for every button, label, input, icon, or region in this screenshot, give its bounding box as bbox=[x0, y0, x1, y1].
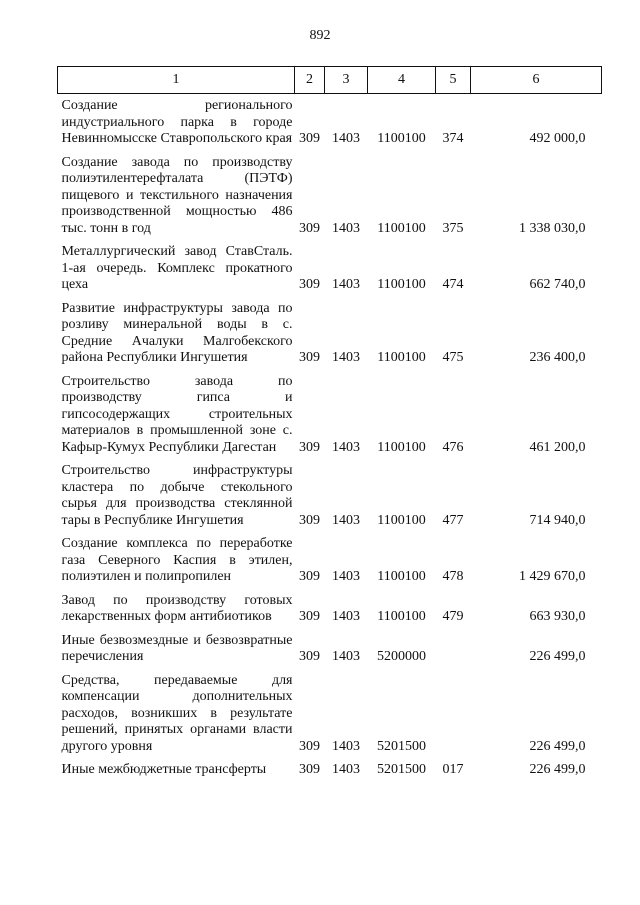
row-description: Завод по производству готовых лекарственных форм антибиотиков bbox=[61, 592, 293, 624]
row-code-3: 1403 bbox=[332, 512, 360, 528]
row-code-4: 5201500 bbox=[377, 738, 426, 754]
row-code-5: 375 bbox=[442, 220, 464, 236]
row-code-4: 1100100 bbox=[377, 277, 426, 292]
column-header: 4 bbox=[368, 67, 436, 94]
row-code-3: 1403 bbox=[332, 762, 360, 777]
table-row bbox=[58, 374, 602, 464]
row-code-4: 1100100 bbox=[377, 569, 426, 584]
row-code-2: 309 bbox=[299, 762, 320, 777]
row-code-3: 1403 bbox=[332, 609, 360, 624]
row-amount: 226 499,0 bbox=[529, 762, 586, 777]
row-code-5 bbox=[436, 633, 471, 673]
row-code-3: 1403 bbox=[332, 569, 360, 584]
row-description: Создание регионального индустриального парка в городе Невинномысске Ставропольского края bbox=[61, 98, 293, 146]
row-amount: 1 338 030,0 bbox=[519, 220, 586, 236]
table-row bbox=[58, 301, 602, 374]
row-code-2: 309 bbox=[299, 512, 320, 528]
row-code-4: 1100100 bbox=[377, 439, 426, 455]
row-code-4: 1100100 bbox=[377, 609, 426, 624]
row-description: Строительство инфраструктуры кластера по добыче стекольного сырья для производства стеклянной тары в Республике Ингушетия bbox=[61, 463, 293, 528]
row-code-5: 475 bbox=[442, 350, 464, 365]
table-row bbox=[58, 762, 602, 786]
row-amount: 663 930,0 bbox=[529, 609, 586, 624]
column-header: 5 bbox=[436, 67, 471, 94]
row-code-3: 1403 bbox=[332, 649, 360, 664]
row-description: Развитие инфраструктуры завода по розливу минеральной воды в с. Средние Ачалуки Малгобекского района Республики Ингушетия bbox=[61, 300, 293, 365]
column-header: 2 bbox=[295, 67, 325, 94]
row-description: Иные межбюджетные трансферты bbox=[61, 762, 267, 777]
row-amount: 226 499,0 bbox=[529, 649, 586, 664]
row-code-2: 309 bbox=[299, 738, 320, 754]
row-code-3: 1403 bbox=[332, 738, 360, 754]
row-amount: 1 429 670,0 bbox=[519, 569, 586, 584]
row-code-5: 017 bbox=[442, 762, 464, 777]
row-code-5: 477 bbox=[442, 512, 464, 528]
row-code-2: 309 bbox=[299, 220, 320, 236]
table-header-row bbox=[58, 67, 602, 94]
row-code-5: 374 bbox=[442, 131, 464, 146]
column-header: 1 bbox=[58, 67, 295, 94]
row-code-2: 309 bbox=[299, 649, 320, 664]
row-code-4: 1100100 bbox=[377, 350, 426, 365]
table-row bbox=[58, 244, 602, 301]
row-amount: 492 000,0 bbox=[529, 131, 586, 146]
row-code-3: 1403 bbox=[332, 350, 360, 365]
row-code-5: 476 bbox=[442, 439, 464, 455]
row-code-3: 1403 bbox=[332, 277, 360, 292]
row-code-5: 478 bbox=[442, 569, 464, 584]
row-code-2: 309 bbox=[299, 350, 320, 365]
row-code-3: 1403 bbox=[332, 439, 360, 455]
table-row bbox=[58, 536, 602, 593]
row-code-3: 1403 bbox=[332, 220, 360, 236]
column-header: 3 bbox=[325, 67, 368, 94]
row-amount: 236 400,0 bbox=[529, 350, 586, 365]
table-row bbox=[58, 673, 602, 763]
row-code-2: 309 bbox=[299, 569, 320, 584]
row-code-2: 309 bbox=[299, 439, 320, 455]
table-row bbox=[58, 593, 602, 633]
table-row bbox=[58, 463, 602, 536]
column-header: 6 bbox=[471, 67, 602, 94]
table-row bbox=[58, 94, 602, 155]
row-description: Иные безвозмездные и безвозвратные перечисления bbox=[61, 632, 293, 664]
row-code-5: 479 bbox=[442, 609, 464, 624]
row-description: Строительство завода по производству гипса и гипсосодержащих строительных материалов в промышленной зоне с. Кафыр-Кумух Республики Дагестан bbox=[61, 373, 293, 455]
row-code-5: 474 bbox=[442, 277, 464, 292]
row-description: Средства, передаваемые для компенсации дополнительных расходов, возникших в результате решений, принятых органами власти другого уровня bbox=[61, 672, 293, 754]
row-code-4: 5201500 bbox=[377, 762, 426, 777]
page-number: 892 bbox=[309, 28, 331, 43]
row-description: Металлургический завод СтавСталь. 1-ая очередь. Комплекс прокатного цеха bbox=[61, 244, 293, 292]
row-code-4: 1100100 bbox=[377, 131, 426, 146]
row-amount: 461 200,0 bbox=[529, 439, 586, 455]
row-code-5 bbox=[436, 673, 471, 763]
row-description: Создание комплекса по переработке газа Северного Каспия в этилен, полиэтилен и полипропилен bbox=[61, 536, 293, 584]
row-code-2: 309 bbox=[299, 277, 320, 292]
row-description: Создание завода по производству полиэтилентерефталата (ПЭТФ) пищевого и текстильного назначения производственной мощностью 486 тыс. тонн в год bbox=[61, 154, 293, 236]
table-row bbox=[58, 633, 602, 673]
row-amount: 226 499,0 bbox=[529, 738, 586, 754]
row-code-4: 1100100 bbox=[377, 512, 426, 528]
row-code-2: 309 bbox=[299, 131, 320, 146]
row-code-4: 5200000 bbox=[377, 649, 426, 664]
row-code-4: 1100100 bbox=[377, 220, 426, 236]
row-code-3: 1403 bbox=[332, 131, 360, 146]
row-code-2: 309 bbox=[299, 609, 320, 624]
row-amount: 714 940,0 bbox=[529, 512, 586, 528]
row-amount: 662 740,0 bbox=[529, 277, 586, 292]
table-row bbox=[58, 155, 602, 245]
budget-table bbox=[57, 66, 602, 786]
